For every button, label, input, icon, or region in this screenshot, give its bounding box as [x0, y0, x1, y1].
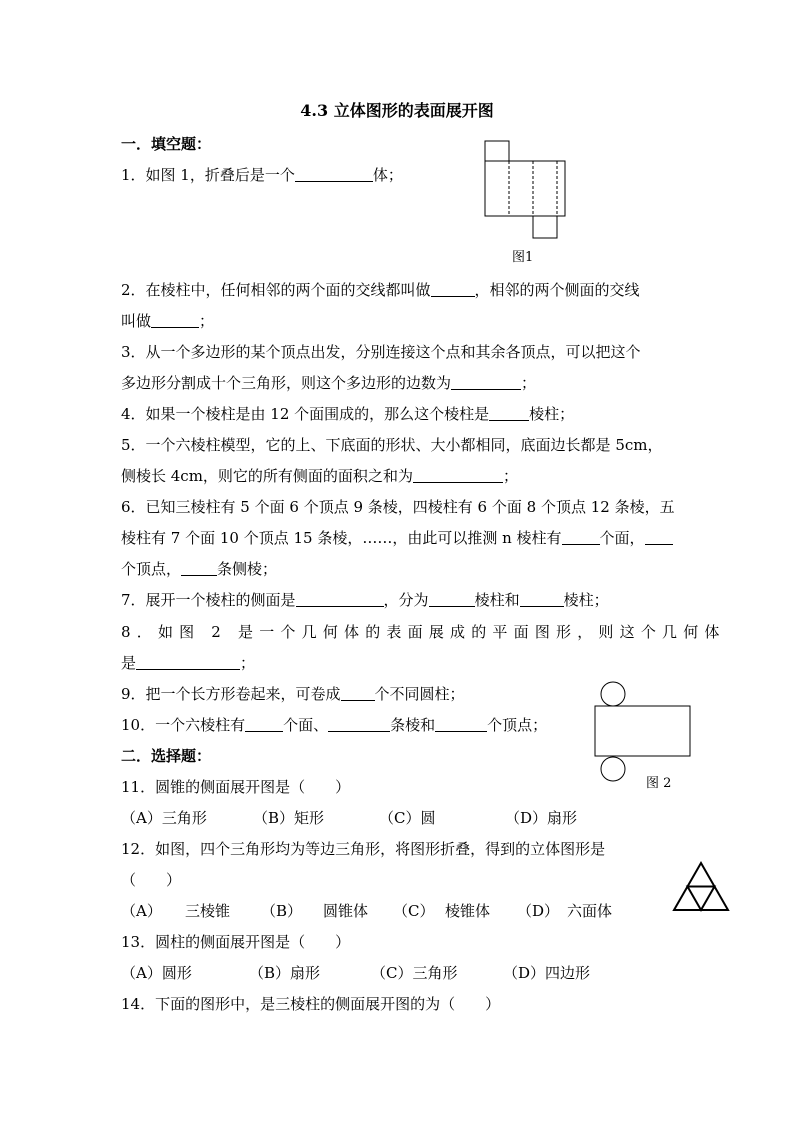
question-5-cont — [121, 466, 518, 486]
answer-blank[interactable] — [520, 591, 564, 607]
q8-text-end: ； — [240, 654, 256, 672]
answer-blank[interactable] — [151, 312, 199, 328]
q6-text-3: 个顶点， — [121, 560, 182, 578]
option-d[interactable]: （D）四边形 — [503, 964, 591, 982]
q2-text-end: ； — [199, 312, 215, 330]
figure-2-label: 图 2 — [646, 776, 672, 791]
net-main-rect — [485, 161, 565, 216]
answer-blank[interactable] — [296, 591, 384, 607]
question-12-options — [121, 901, 612, 921]
question-13-options — [121, 963, 590, 983]
figure-1-net — [480, 136, 570, 241]
option-a-text[interactable]: 三棱锥 — [185, 902, 231, 920]
answer-blank[interactable] — [489, 405, 529, 421]
net-top-face — [485, 141, 509, 161]
question-6-cont2 — [121, 559, 277, 579]
option-b[interactable]: （B）扇形 — [249, 964, 321, 982]
answer-blank[interactable] — [431, 281, 475, 297]
question-6-cont — [121, 528, 673, 548]
section-fill-in: 一．填空题： — [121, 135, 212, 153]
option-c[interactable]: （C）三角形 — [371, 964, 458, 982]
side-rectangle — [595, 706, 690, 756]
question-9 — [121, 684, 465, 704]
question-13: 13．圆柱的侧面展开图是（ ） — [121, 933, 351, 951]
answer-blank[interactable] — [328, 716, 390, 732]
net-bottom-face — [533, 216, 557, 238]
question-2-cont — [121, 311, 214, 331]
question-12-paren: （ ） — [121, 871, 182, 889]
option-a[interactable]: （A）圆形 — [121, 964, 192, 982]
bottom-circle — [601, 757, 625, 781]
answer-blank[interactable] — [562, 529, 600, 545]
option-d[interactable]: （D）扇形 — [505, 809, 578, 827]
q4-text: 4．如果一个棱柱是由 12 个面围成的，那么这个棱柱是 — [121, 405, 490, 423]
question-12: 12．如图，四个三角形均为等边三角形，将图形折叠，得到的立体图形是 — [121, 840, 606, 858]
q2-text-3: 叫做 — [121, 312, 152, 330]
question-4 — [121, 404, 574, 424]
answer-blank[interactable] — [429, 591, 475, 607]
q10-text: 10．一个六棱柱有 — [121, 716, 246, 734]
q2-text-2: ，相邻的两个侧面的交线 — [474, 281, 640, 299]
option-b[interactable]: （B）矩形 — [253, 809, 325, 827]
figure-2-cylinder-net — [590, 678, 694, 784]
q9-text-end: 个不同圆柱； — [374, 685, 465, 703]
option-c[interactable]: （C） — [393, 902, 435, 920]
question-3: 3．从一个多边形的某个顶点出发，分别连接这个点和其余各顶点，可以把这个 — [121, 343, 641, 361]
question-3-cont — [121, 373, 536, 393]
top-circle — [601, 682, 625, 706]
option-d[interactable]: （D） — [517, 902, 560, 920]
question-10 — [121, 715, 547, 735]
answer-blank[interactable] — [245, 716, 283, 732]
section-choice: 二．选择题： — [121, 747, 212, 765]
q7-text-2: ，分为 — [383, 591, 429, 609]
question-7 — [121, 590, 609, 610]
question-8: 8．如图 2 是一个几何体的表面展成的平面图形，则这个几何体 — [121, 623, 726, 641]
question-8-cont — [121, 653, 255, 673]
option-c[interactable]: （C）圆 — [379, 809, 436, 827]
q5-text-end: ； — [502, 467, 518, 485]
option-b[interactable]: （B） — [261, 902, 303, 920]
answer-blank[interactable] — [341, 685, 375, 701]
q8-text: 是 — [121, 654, 137, 672]
answer-blank[interactable] — [136, 654, 240, 670]
q7-text-end: 棱柱； — [563, 591, 609, 609]
q3-text-end: ； — [521, 374, 537, 392]
q9-text: 9．把一个长方形卷起来，可卷成 — [121, 685, 341, 703]
answer-blank[interactable] — [181, 560, 217, 576]
option-a[interactable]: （A）三角形 — [121, 809, 207, 827]
question-11: 11．圆锥的侧面展开图是（ ） — [121, 778, 351, 796]
answer-blank[interactable] — [435, 716, 487, 732]
question-6: 6．已知三棱柱有 5 个面 6 个顶点 9 条棱，四棱柱有 6 个面 8 个顶点 12 条棱，五 — [121, 498, 675, 516]
q5-text: 侧棱长 4cm，则它的所有侧面的面积之和为 — [121, 467, 413, 485]
page-title: 4.3 立体图形的表面展开图 — [300, 101, 494, 120]
q10-text-3: 条棱和 — [390, 716, 436, 734]
q10-text-end: 个顶点； — [487, 716, 548, 734]
q7-text-3: 棱柱和 — [474, 591, 520, 609]
question-5: 5．一个六棱柱模型，它的上、下底面的形状、大小都相同，底面边长都是 5cm， — [121, 436, 663, 454]
question-14: 14．下面的图形中，是三棱柱的侧面展开图的为（ ） — [121, 995, 501, 1013]
answer-blank[interactable] — [413, 467, 503, 483]
answer-blank[interactable] — [295, 166, 373, 182]
question-2 — [121, 280, 640, 300]
question-11-options — [121, 808, 577, 828]
option-c-text[interactable]: 棱锥体 — [445, 902, 491, 920]
option-d-text[interactable]: 六面体 — [567, 902, 613, 920]
q3-text: 多边形分割成十个三角形，则这个多边形的边数为 — [121, 374, 452, 392]
q7-text: 7．展开一个棱柱的侧面是 — [121, 591, 296, 609]
q1-text: 1．如图 1，折叠后是一个 — [121, 166, 295, 184]
q10-text-2: 个面、 — [283, 716, 329, 734]
answer-blank[interactable] — [451, 374, 521, 390]
q2-text: 2．在棱柱中，任何相邻的两个面的交线都叫做 — [121, 281, 431, 299]
option-b-text[interactable]: 圆锥体 — [323, 902, 369, 920]
q4-text-end: 棱柱； — [529, 405, 575, 423]
inner-triangle — [688, 887, 715, 911]
q1-text-end: 体； — [372, 166, 403, 184]
q6-text-2: 个面， — [599, 529, 645, 547]
figure-1-label: 图1 — [512, 250, 534, 265]
q6-text: 棱柱有 7 个面 10 个顶点 15 条棱，……，由此可以推测 n 棱柱有 — [121, 529, 562, 547]
question-1 — [121, 165, 403, 185]
q6-text-end: 条侧棱； — [217, 560, 278, 578]
triangle-net-figure — [670, 860, 732, 914]
answer-blank[interactable] — [645, 529, 673, 545]
option-a[interactable]: （A） — [121, 902, 162, 920]
